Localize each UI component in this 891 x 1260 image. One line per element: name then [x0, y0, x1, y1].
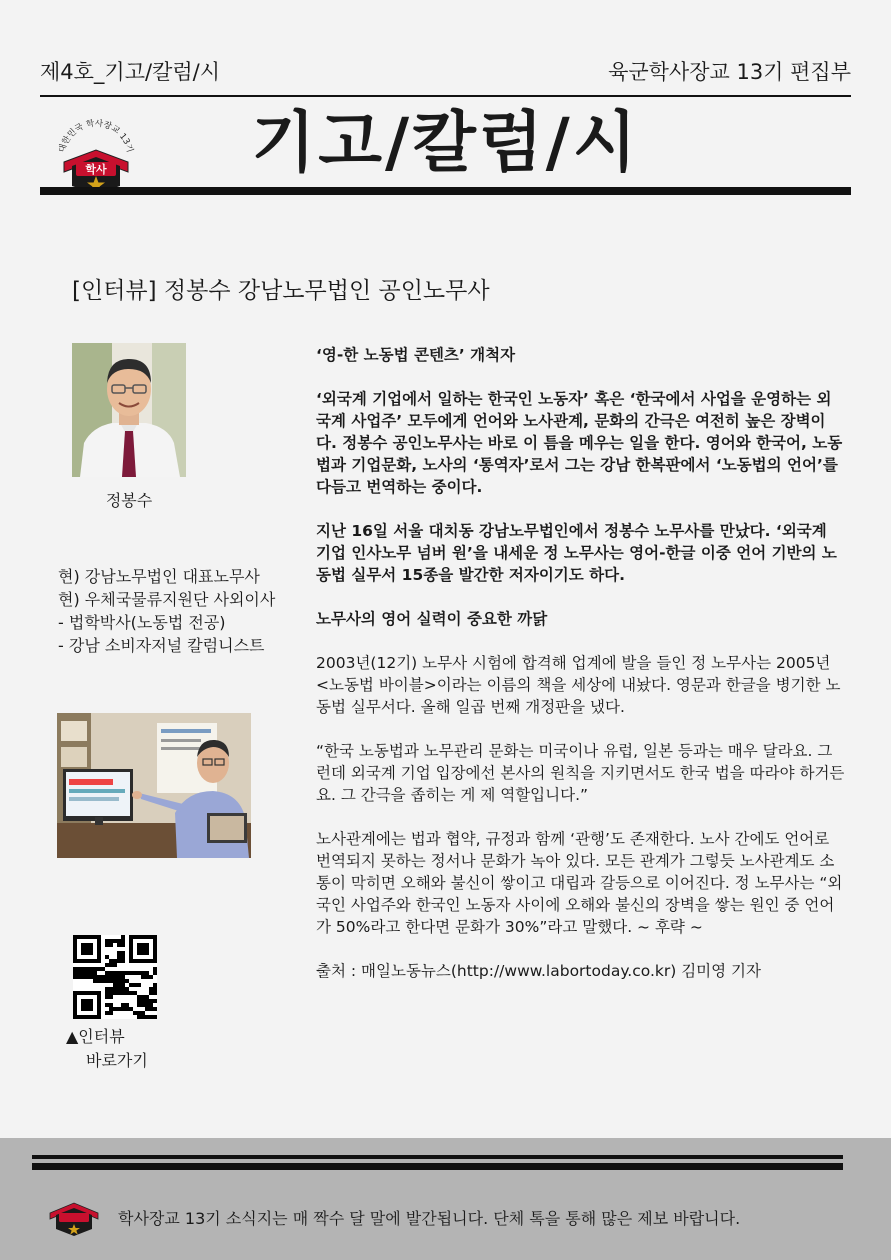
- article-paragraph: ‘외국계 기업에서 일하는 한국인 노동자’ 혹은 ‘한국에서 사업을 운영하는 외국계 사업주’ 모두에게 언어와 노사관계, 문화의 간극은 여전히 높은 장벽이다. 정봉수 공인노무사는 바로 이 틈을 메우는 일을 한다. 영어와 한국어, 노동법과 기업문화, 노사의 ‘통역자’로서 그는 강남 한복판에서 ‘노동법의 언어’를 다듬고 번역하는 중이다.: [316, 390, 843, 496]
- article-source: 출처 : 매일노동뉴스(http://www.labortoday.co.kr) 김미영 기자: [316, 962, 761, 980]
- article-body: [316, 344, 846, 1004]
- article-headline: [인터뷰] 정봉수 강남노무법인 공인노무사: [72, 278, 490, 304]
- interviewee-portrait: [72, 343, 186, 477]
- bio-line: - 법학박사(노동법 전공): [58, 613, 226, 632]
- bio-line: 현) 강남노무법인 대표노무사: [58, 567, 260, 586]
- footer-notice: 학사장교 13기 소식지는 매 짝수 달 말에 발간됩니다. 단체 톡을 통해 많은 제보 바랍니다.: [118, 1209, 741, 1228]
- footer-divider: [32, 1155, 843, 1159]
- svg-text:학사: 학사: [85, 163, 107, 176]
- interviewee-bio: [58, 565, 275, 657]
- article-paragraph: “한국 노동법과 노무관리 문화는 미국이나 유럽, 일본 등과는 매우 달라요. 그런데 외국계 기업 입장에선 본사의 원칙을 지키면서도 한국 법을 따라야 하거든요. 그 간극을 좁히는 게 제 역할입니다.”: [316, 742, 845, 804]
- bio-line: - 강남 소비자저널 칼럼니스트: [58, 636, 265, 655]
- article-paragraph: 노사관계에는 법과 협약, 규정과 함께 ‘관행’도 존재한다. 노사 간에도 언어로 번역되지 못하는 정서나 문화가 녹아 있다. 모든 관계가 그렇듯 노사관계도 소통이 막히면 오해와 불신이 쌓이고 대립과 갈등으로 이어진다. 정 노무사는 “외국인 사업주와 한국인 노동자 사이에 오해와 불신의 장벽을 쌓는 원인 중 언어가 50%라고 한다면 문화가 30%”라고 말했다. ~ 후략 ~: [316, 830, 843, 936]
- qr-caption-line1: ▲인터뷰: [66, 1027, 125, 1046]
- page-title: 기고/칼럼/시: [251, 104, 640, 181]
- issue-label: 제4호_기고/칼럼/시: [40, 60, 221, 84]
- header-divider: [40, 95, 851, 97]
- bio-line: 현) 우체국물류지원단 사외이사: [58, 590, 276, 609]
- article-subtitle: ‘영-한 노동법 콘텐츠’ 개척자: [316, 346, 516, 364]
- svg-text:대한민국 학사장교 13기: 대한민국 학사장교 13기: [57, 118, 135, 154]
- qr-caption-line2: 바로가기: [86, 1051, 148, 1070]
- office-photo: [57, 713, 251, 858]
- department-label: 육군학사장교 13기 편집부: [608, 60, 851, 84]
- title-divider: [40, 187, 851, 195]
- interview-qr-code[interactable]: [73, 935, 157, 1019]
- article-paragraph: 2003년(12기) 노무사 시험에 합격해 업계에 발을 들인 정 노무사는 2005년 <노동법 바이블>이라는 이름의 책을 세상에 내놨다. 영문과 한글을 병기한 노동법 실무서다. 올해 일곱 번째 개정판을 냈다.: [316, 654, 841, 716]
- article-subtitle: 노무사의 영어 실력이 중요한 까닭: [316, 610, 548, 628]
- footer-emblem-logo: [46, 1193, 102, 1237]
- qr-caption: [66, 1025, 148, 1073]
- portrait-caption: 정봉수: [105, 491, 153, 510]
- article-paragraph: 지난 16일 서울 대치동 강남노무법인에서 정봉수 노무사를 만났다. ‘외국계 기업 인사노무 넘버 원’을 내세운 정 노무사는 영어-한글 이중 언어 기반의 노동법 실무서 15종을 발간한 저자이기도 하다.: [316, 522, 837, 584]
- footer-divider-thick: [32, 1163, 843, 1170]
